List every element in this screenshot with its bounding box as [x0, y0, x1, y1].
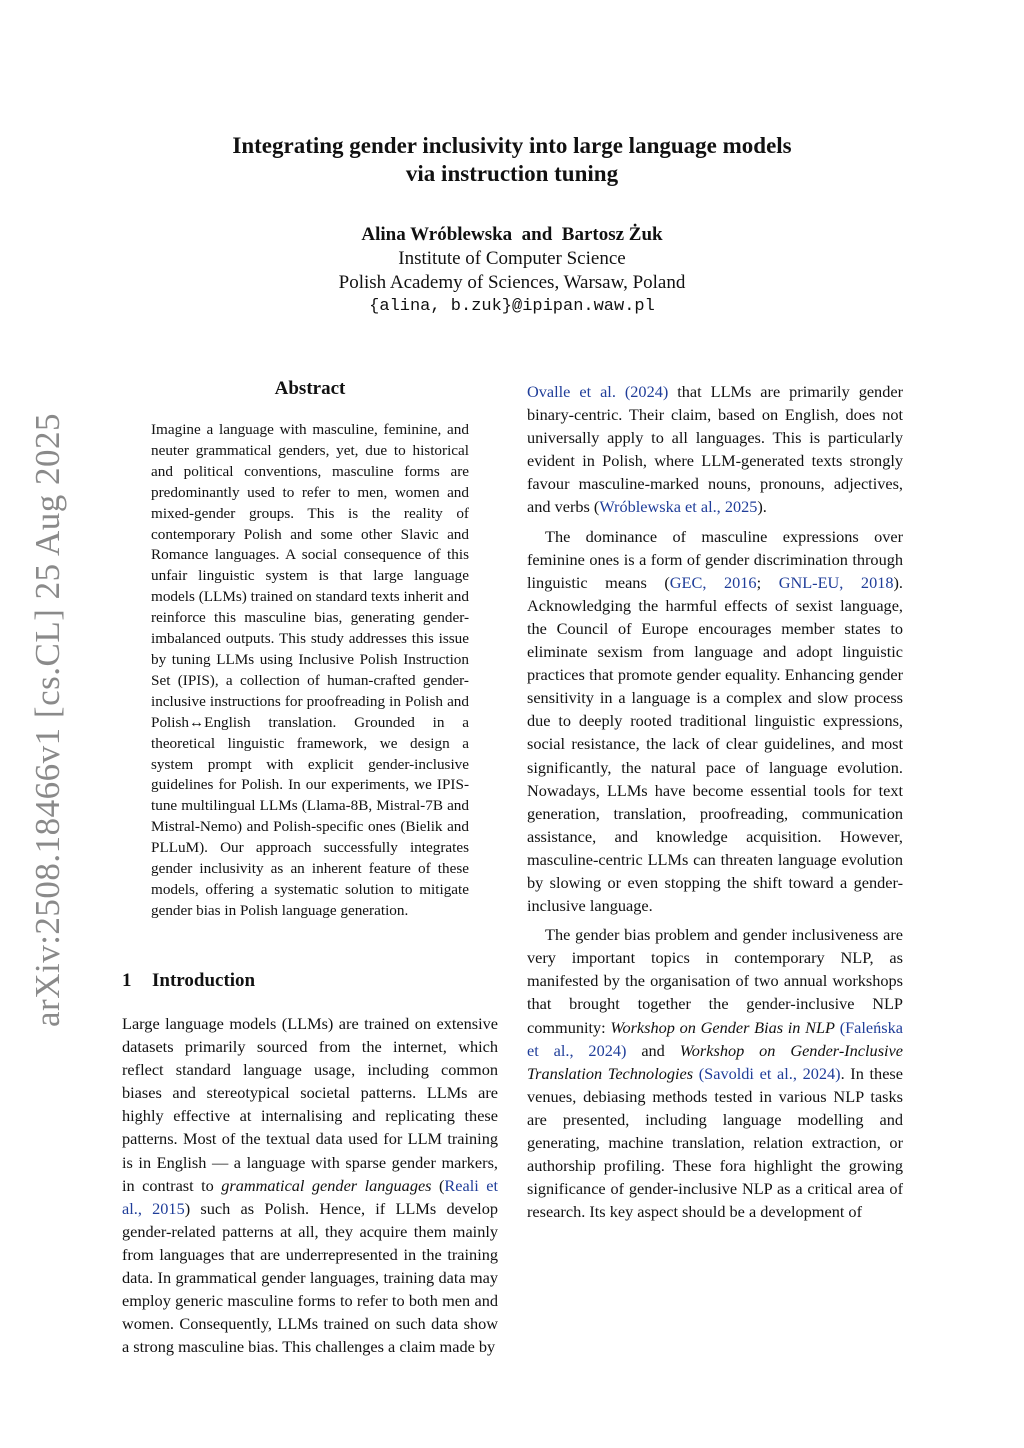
emphasis-term: grammatical gender languages [221, 1175, 432, 1195]
affiliation-institute: Institute of Computer Science [398, 248, 626, 269]
section-heading-introduction [122, 970, 255, 992]
abstract-text: Imagine a language with masculine, feminine, and neuter grammatical genders, yet, due to historical and political conventions, masculine forms are predominantly used to refer to men, women and mixed-gender groups. This is the reality of contemporary Polish and some other Slavic and Romance languages. A social consequence of this unfair linguistic system is that large language models (LLMs) trained on standard texts inherit and reinforce this masculine bias, generating gender-imbalanced outputs. This study addresses this issue by tuning LLMs using Inclusive Polish Instruction Set (IPIS), a collection of human-crafted gender-inclusive instructions for proofreading in Polish and Polish↔English translation. Grounded in a theoretical linguistic framework, we design a system prompt with explicit gender-inclusive guidelines for Polish. In our experiments, we IPIS-tune multilingual LLMs (Llama-8B, Mistral-7B and Mistral-Nemo) and Polish-specific ones (Bielik and PLLuM). Our approach successfully integrates gender inclusivity as an inherent feature of these models, offering a systematic solution to mitigate gender bias in Polish language generation. [151, 421, 469, 919]
workshop-name: Workshop on Gender-Inclusive Translation Technologies [527, 1040, 904, 1083]
arxiv-identifier-text: arXiv:2508.18466v1 [cs.CL] 25 Aug 2025 [28, 413, 68, 1027]
section-title: Introduction [152, 970, 256, 991]
citation-link-gnl-eu[interactable]: GNL-EU, 2018 [778, 572, 894, 592]
citation-link-wroblewska[interactable]: Wróblewska et al., 2025 [599, 497, 758, 517]
author-block [120, 223, 904, 319]
title-line-2: via instruction tuning [405, 161, 619, 186]
title-line-1: Integrating gender inclusivity into large language models [232, 133, 792, 158]
intro-paragraph-3 [527, 923, 903, 1223]
paragraph-text: and [626, 1040, 680, 1060]
paragraph-text: such as Polish. Hence, if LLMs develop gender-related patterns at all, they acquire them mainly from languages that are underrepresented in the training data. In grammatical gender languages, training data may employ generic masculine forms to refer to both men and women. Consequently, LLMs trained on such data show a strong masculine bias. This challenges a claim made by [122, 1198, 498, 1357]
citation-separator: ; [756, 572, 779, 592]
arxiv-identifier [18, 413, 78, 1027]
paragraph-text: ). [757, 497, 767, 517]
citation-link-gec[interactable]: GEC, 2016 [669, 572, 757, 592]
intro-paragraph-2 [527, 525, 903, 918]
intro-column-right [527, 380, 903, 1223]
citation-link-savoldi[interactable]: (Savoldi et al., 2024) [698, 1063, 841, 1083]
citation-link-ovalle[interactable]: Ovalle et al. (2024) [527, 382, 669, 401]
author-names: Alina Wróblewska and Bartosz Żuk [361, 224, 663, 245]
intro-paragraph-1-part-1: Large language models (LLMs) are trained on extensive datasets primarily sourced from the internet, which reflect standard language usage, including common biases and stereotypical societal patterns. LLMs are highly effective at internalising and replicating these patterns. Most of the textual data used for LLM training is in English — a language with sparse gender markers, in contrast to grammatical gender languages (Reali et al., 2015) such as Polish. Hence, if LLMs develop gender-related patterns at all, they acquire them mainly from languages that are underrepresented in the training data. In grammatical gender languages, training data may employ generic masculine forms to refer to both men and women. Consequently, LLMs trained on such data show a strong masculine bias. This challenges a claim made by [122, 1014, 498, 1357]
affiliation-academy: Polish Academy of Sciences, Warsaw, Poland [338, 272, 686, 293]
citation-link-falenska[interactable]: (Faleńska et al., 2024) [527, 1017, 903, 1060]
paper-title [120, 132, 904, 188]
citation-link-reali[interactable]: Reali et al., 2015 [122, 1175, 498, 1218]
paragraph-text: that LLMs are primarily gender binary-centric. Their claim, based on English, does not universally apply to all languages. This is particularly evident in Polish, where LLM-generated texts strongly favour masculine-marked nouns, pronouns, adjectives, and verbs ( [527, 382, 903, 517]
paragraph-text: The gender bias problem and gender inclusiveness are very important topics in contemporary NLP, as manifested by the organisation of two annual workshops that brought together the gender-inclusive NLP community: [527, 925, 903, 1037]
intro-paragraph-1-part-2 [527, 380, 903, 519]
workshop-name: Workshop on Gender Bias in NLP [610, 1017, 835, 1037]
abstract-body [151, 420, 469, 922]
intro-column-left [122, 1012, 498, 1358]
abstract-heading: Abstract [274, 378, 346, 399]
paragraph-text: The dominance of masculine expressions over feminine ones is a form of gender discrimination through linguistic means ( [527, 526, 903, 592]
section-number: 1 [122, 970, 132, 991]
paragraph-text: ). Acknowledging the harmful effects of sexist language, the Council of Europe encourages member states to eliminate sexism from language and adopt linguistic practices that promote gender equality. Enhancing gender sensitivity in a language is a complex and slow process due to deeply rooted traditional linguistic expressions, social resistance, the lack of clear guidelines, and most significantly, the natural pace of language evolution. Nowadays, LLMs have become essential tools for text generation, translation, proofreading, communication assistance, and knowledge acquisition. However, masculine-centric LLMs can threaten language evolution by slowing or even stopping the shift toward a gender-inclusive language. [527, 572, 903, 916]
author-email: {alina, b.zuk}@ipipan.waw.pl [369, 297, 655, 316]
paragraph-text: Large language models (LLMs) are trained on extensive datasets primarily sourced from the internet, which reflect standard language usage, including common biases and stereotypical societal patterns. LLMs are highly effective at internalising and replicating these patterns. Most of the textual data used for LLM training is in English — a language with sparse gender markers, in contrast to [122, 1014, 498, 1195]
paragraph-text: . In these venues, debiasing methods tested in various NLP tasks are presented, including language modelling and generating, machine translation, relation extraction, or authorship profiling. These fora highlight the growing significance of gender-inclusive NLP as a critical area of research. Its key aspect should be a development of [527, 1063, 903, 1222]
